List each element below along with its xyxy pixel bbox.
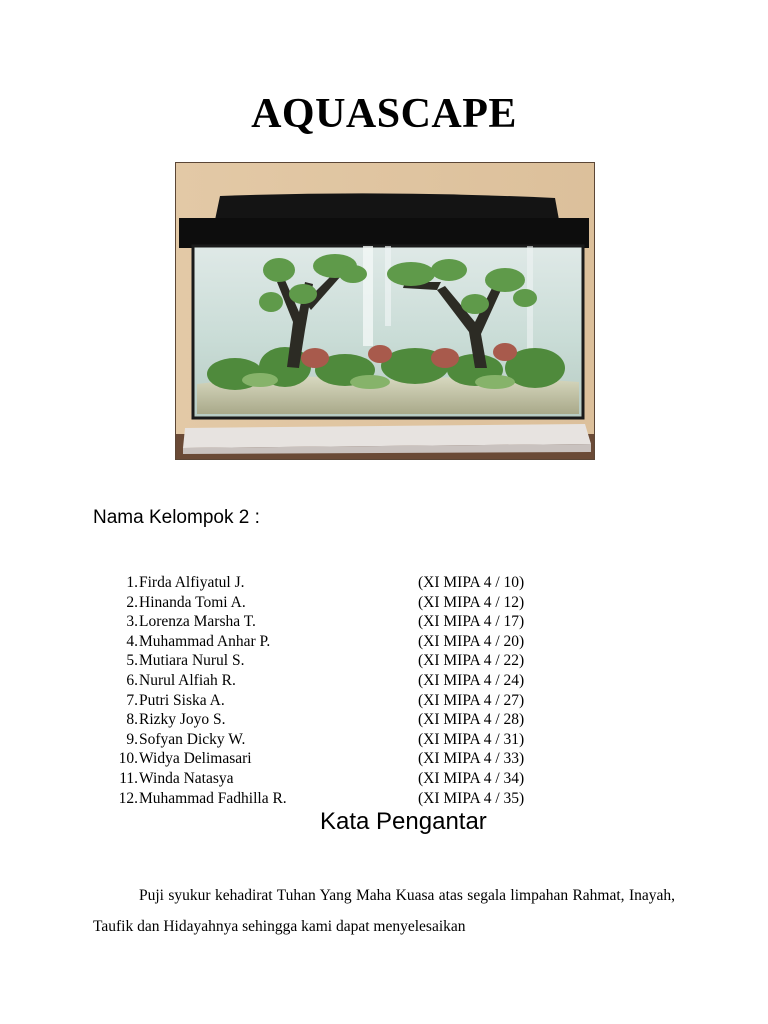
member-name: Widya Delimasari	[139, 750, 252, 768]
member-row	[110, 573, 570, 593]
member-row	[110, 671, 570, 691]
member-name: Putri Siska A.	[139, 691, 225, 709]
member-number: 4.	[126, 632, 138, 650]
member-class: (XI MIPA 4 / 20)	[418, 632, 525, 650]
document-title: AQUASCAPE	[251, 91, 517, 137]
member-row	[110, 691, 570, 711]
member-class: (XI MIPA 4 / 35)	[418, 789, 525, 807]
member-name: Sofyan Dicky W.	[139, 730, 246, 748]
member-number: 6.	[126, 671, 138, 689]
member-class: (XI MIPA 4 / 33)	[418, 750, 525, 768]
member-row	[110, 593, 570, 613]
member-number: 9.	[126, 730, 138, 748]
member-name: Lorenza Marsha T.	[139, 613, 256, 631]
member-number: 7.	[126, 691, 138, 709]
member-row	[110, 651, 570, 671]
member-name: Firda Alfiyatul J.	[139, 574, 245, 591]
member-class: (XI MIPA 4 / 24)	[418, 671, 525, 689]
member-class: (XI MIPA 4 / 34)	[418, 769, 525, 787]
member-class: (XI MIPA 4 / 31)	[418, 730, 525, 748]
member-class: (XI MIPA 4 / 28)	[418, 711, 525, 729]
member-number: 3.	[126, 613, 138, 631]
member-row	[110, 789, 570, 809]
member-class: (XI MIPA 4 / 10)	[418, 574, 525, 591]
member-name: Hinanda Tomi A.	[139, 593, 246, 611]
member-row	[110, 612, 570, 632]
group-heading: Nama Kelompok 2 :	[93, 507, 260, 528]
member-name: Mutiara Nurul S.	[139, 652, 245, 670]
member-number: 5.	[126, 652, 138, 670]
member-list	[110, 573, 570, 808]
member-name: Nurul Alfiah R.	[139, 671, 236, 689]
member-row	[110, 710, 570, 730]
member-class: (XI MIPA 4 / 12)	[418, 593, 525, 611]
member-number: 10.	[118, 750, 138, 768]
member-row	[110, 769, 570, 789]
member-number: 8.	[126, 711, 138, 729]
member-name: Winda Natasya	[139, 769, 234, 787]
member-name: Muhammad Anhar P.	[139, 632, 271, 650]
member-name: Rizky Joyo S.	[139, 711, 226, 729]
member-row	[110, 632, 570, 652]
member-row	[110, 730, 570, 750]
member-class: (XI MIPA 4 / 17)	[418, 613, 525, 631]
member-row	[110, 749, 570, 769]
member-number: 11.	[119, 769, 138, 787]
section-title: Kata Pengantar	[320, 808, 487, 835]
member-number: 12.	[118, 789, 138, 807]
member-number: 2.	[126, 593, 138, 611]
aquarium-photo	[175, 162, 595, 460]
member-class: (XI MIPA 4 / 22)	[418, 652, 525, 670]
member-number: 1.	[126, 574, 138, 591]
member-name: Muhammad Fadhilla R.	[139, 789, 287, 807]
member-class: (XI MIPA 4 / 27)	[418, 691, 525, 709]
intro-paragraph: Puji syukur kehadirat Tuhan Yang Maha Kuasa atas segala limpahan Rahmat, Inayah, Taufik dan Hidayahnya sehingga kami dapat menyelesaikan	[93, 887, 675, 935]
